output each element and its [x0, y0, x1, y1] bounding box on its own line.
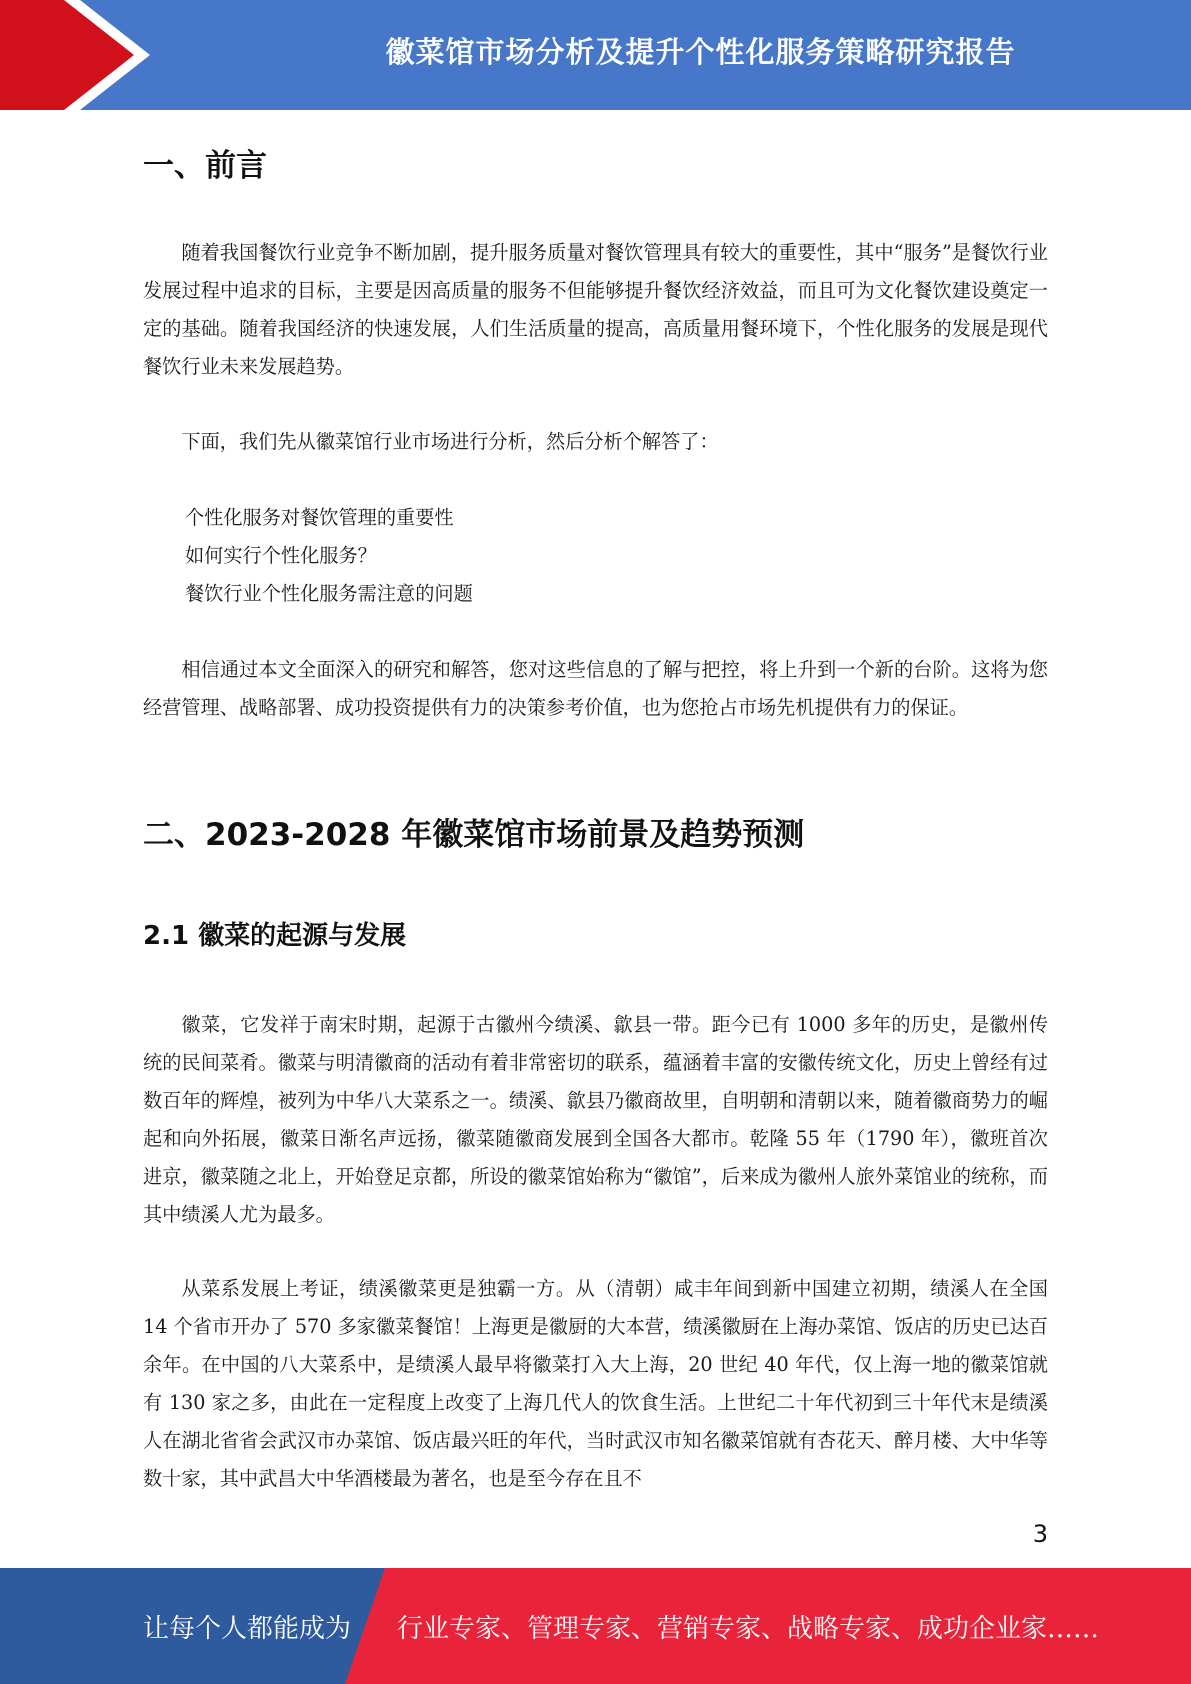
section-heading-preface: 一、前言	[143, 148, 267, 184]
paragraph: 下面，我们先从徽菜馆行业市场进行分析，然后分析个解答了：	[181, 430, 719, 453]
footer-slogan-right: 行业专家、管理专家、营销专家、战略专家、成功企业家……	[397, 1613, 1100, 1644]
paragraph: 相信通过本文全面深入的研究和解答，您对这些信息的了解与把控，将上升到一个新的台阶。这将为您经营管理、战略部署、成功投资提供有力的决策参考价值，也为您抢占市场先机提供有力的保证。	[143, 658, 1048, 719]
section-heading-forecast: 二、2023-2028 年徽菜馆市场前景及趋势预测	[143, 817, 805, 853]
subsection-heading: 2.1 徽菜的起源与发展	[143, 921, 407, 951]
paragraph: 徽菜，它发祥于南宋时期，起源于古徽州今绩溪、歙县一带。距今已有 1000 多年的历史，是徽州传统的民间菜肴。徽菜与明清徽商的活动有着非常密切的联系，蕴涵着丰富的安徽传统文化，历史上曾经有过数百年的辉煌，被列为中华八大菜系之一。绩溪、歙县乃徽商故里，自明朝和清朝以来，随着徽商势力的崛起和向外拓展，徽菜日渐名声远扬，徽菜随徽商发展到全国各大都市。乾隆 55 年（1790 年），徽班首次进京，徽菜随之北上，开始登足京都，所设的徽菜馆始称为“徽馆”，后来成为徽州人旅外菜馆业的统称，而其中绩溪人尤为最多。	[143, 1013, 1048, 1226]
paragraph: 随着我国餐饮行业竞争不断加剧，提升服务质量对餐饮管理具有较大的重要性，其中“服务”是餐饮行业发展过程中追求的目标，主要是因高质量的服务不但能够提升餐饮经济效益，而且可为文化餐饮建设奠定一定的基础。随着我国经济的快速发展，人们生活质量的提高，高质量用餐环境下，个性化服务的发展是现代餐饮行业未来发展趋势。	[143, 241, 1048, 378]
page-footer	[0, 1568, 1191, 1684]
document-title: 徽菜馆市场分析及提升个性化服务策略研究报告	[385, 34, 1016, 69]
page-number: 3	[1032, 1520, 1048, 1548]
footer-slogan-left: 让每个人都能成为	[143, 1613, 352, 1644]
list-item: 如何实行个性化服务？	[185, 544, 377, 567]
page-header	[0, 0, 1191, 110]
list-item: 餐饮行业个性化服务需注意的问题	[185, 582, 473, 605]
paragraph: 从菜系发展上考证，绩溪徽菜更是独霸一方。从（清朝）咸丰年间到新中国建立初期，绩溪人在全国 14 个省市开办了 570 多家徽菜餐馆！上海更是徽厨的大本营，绩溪徽厨在上海办菜馆、饭店的历史已达百余年。在中国的八大菜系中，是绩溪人最早将徽菜打入大上海，20 世纪 40 年代，仅上海一地的徽菜馆就有 130 家之多，由此在一定程度上改变了上海几代人的饮食生活。上世纪二十年代初到三十年代末是绩溪人在湖北省省会武汉市办菜馆、饭店最兴旺的年代，当时武汉市知名徽菜馆就有杏花天、醉月楼、大中华等数十家，其中武昌大中华酒楼最为著名，也是至今存在且不	[143, 1277, 1048, 1490]
list-item: 个性化服务对餐饮管理的重要性	[185, 506, 454, 529]
